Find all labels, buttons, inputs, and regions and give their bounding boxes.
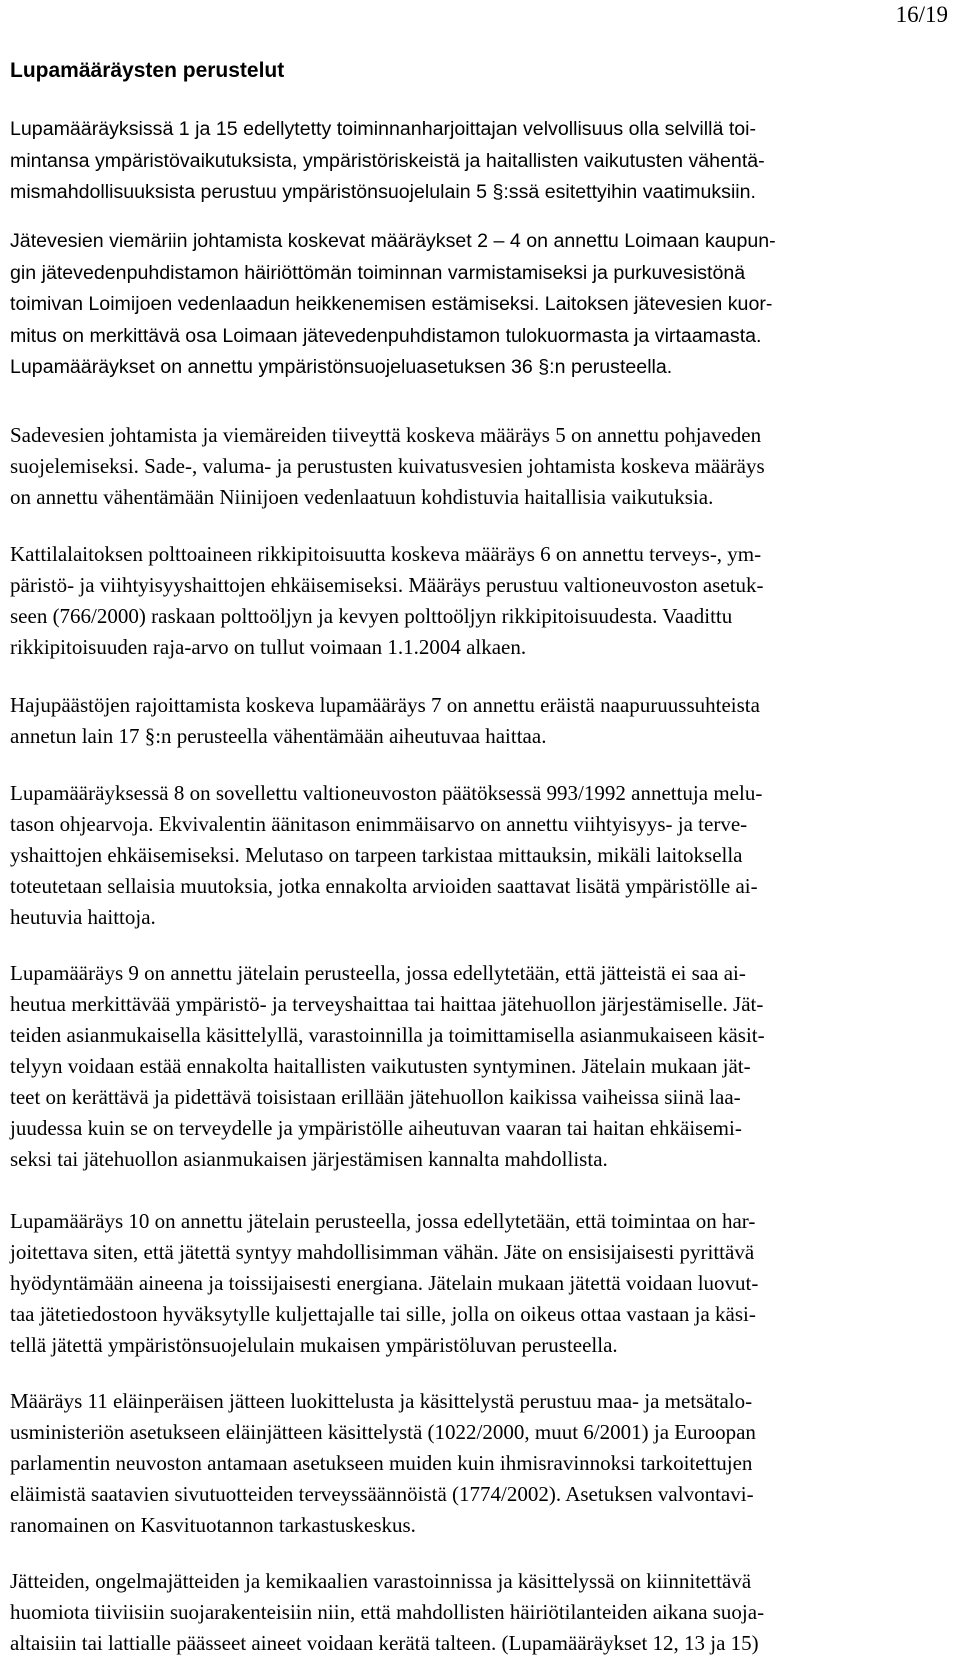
paragraph-4-line-3: seen (766/2000) raskaan polttoöljyn ja kevyen polttoöljyn rikkipitoisuudesta. Vaadittu: [10, 604, 733, 628]
paragraph-10-line-2: huomiota tiiviisiin suojarakenteisiin niin, että mahdollisten häiriötilanteiden aikana suoja-: [10, 1600, 765, 1624]
paragraph-1-line-1: Lupamääräyksissä 1 ja 15 edellytetty toiminnanharjoittajan velvollisuus olla selvillä toi-: [10, 118, 757, 140]
paragraph-7-line-7: seksi tai jätehuollon asianmukaisen järjestämisen kannalta mahdollista.: [10, 1147, 608, 1171]
paragraph-5: [10, 690, 760, 752]
paragraph-2-line-2: gin jätevedenpuhdistamon häiriöttömän toiminnan varmistamiseksi ja purkuvesistönä: [10, 261, 746, 284]
paragraph-9-line-3: parlamentin neuvoston antamaan asetukseen muiden kuin ihmisravinnoksi tarkoitettujen: [10, 1451, 753, 1475]
paragraph-5-line-2: annetun lain 17 §:n perusteella vähentämään aiheutuvaa haittaa.: [10, 724, 547, 748]
paragraph-4-line-4: rikkipitoisuuden raja-arvo on tullut voimaan 1.1.2004 alkaen.: [10, 635, 527, 659]
paragraph-10: [10, 1566, 764, 1659]
paragraph-9-line-5: ranomainen on Kasvituotannon tarkastuskeskus.: [10, 1513, 416, 1537]
paragraph-3-line-1: Sadevesien johtamista ja viemäreiden tiiveyttä koskeva määräys 5 on annettu pohjaveden: [10, 423, 762, 447]
paragraph-5-line-1: Hajupäästöjen rajoittamista koskeva lupamääräys 7 on annettu eräistä naapuruussuhteista: [10, 693, 760, 717]
paragraph-6-line-4: toteutetaan sellaisia muutoksia, jotka ennakolta arvioiden saattavat lisätä ympäristölle ai-: [10, 874, 758, 898]
paragraph-2-line-1: Jätevesien viemäriin johtamista koskevat määräykset 2 – 4 on annettu Loimaan kaupun-: [10, 230, 776, 252]
paragraph-9-line-2: usministeriön asetukseen eläinjätteen käsittelystä (1022/2000, muut 6/2001) ja Euroopan: [10, 1420, 756, 1444]
paragraph-7-line-4: telyyn voidaan estää ennakolta haitallisten vaikutusten syntyminen. Jätelain mukaan jät-: [10, 1054, 751, 1078]
paragraph-8-line-5: tellä jätettä ympäristönsuojelulain mukaisen ympäristöluvan perusteella.: [10, 1333, 618, 1357]
paragraph-4: [10, 539, 764, 663]
paragraph-8-line-1: Lupamääräys 10 on annettu jätelain perusteella, jossa edellytetään, että toimintaa on har-: [10, 1209, 756, 1233]
paragraph-3-line-2: suojelemiseksi. Sade-, valuma- ja perustusten kuivatusvesien johtamista koskeva määräys: [10, 454, 765, 478]
paragraph-4-line-1: Kattilalaitoksen polttoaineen rikkipitoisuutta koskeva määräys 6 on annettu terveys-, ym-: [10, 542, 762, 566]
paragraph-7-line-6: juudessa kuin se on terveydelle ja ympäristölle aiheutuvan vaaran tai haitan ehkäisemi-: [10, 1116, 742, 1140]
paragraph-1-line-3: mismahdollisuuksista perustuu ympäristönsuojelulain 5 §:ssä esitettyihin vaatimuksiin.: [10, 181, 756, 203]
paragraph-10-line-3: altaisiin tai lattialle päässeet aineet voidaan kerätä talteen. (Lupamääräykset 12, 13 ja 15): [10, 1631, 759, 1655]
paragraph-10-line-1: Jätteiden, ongelmajätteiden ja kemikaalien varastoinnissa ja käsittelyssä on kiinnitettävä: [10, 1569, 752, 1593]
section-heading: Lupamääräysten perustelut: [10, 59, 285, 82]
paragraph-9: [10, 1386, 756, 1541]
paragraph-6-line-1: Lupamääräyksessä 8 on sovellettu valtioneuvoston päätöksessä 993/1992 annettuja melu-: [10, 781, 763, 805]
paragraph-6-line-3: yshaittojen ehkäisemiseksi. Melutaso on tarpeen tarkistaa mittauksin, mikäli laitoksella: [10, 843, 743, 867]
paragraph-2-line-4: mitus on merkittävä osa Loimaan jätevedenpuhdistamon tulokuormasta ja virtaamasta.: [10, 324, 762, 347]
paragraph-2: [10, 226, 776, 384]
paragraph-8-line-4: taa jätetiedostoon hyväksytylle kuljettajalle tai sille, jolla on oikeus ottaa vastaan ja käsi-: [10, 1302, 756, 1326]
paragraph-3-line-3: on annettu vähentämään Niinijoen vedenlaatuun kohdistuvia haitallisia vaikutuksia.: [10, 485, 714, 509]
paragraph-7-line-2: heutua merkittävää ympäristö- ja terveyshaittaa tai haittaa jätehuollon järjestämiselle. Jät-: [10, 992, 764, 1016]
paragraph-6-line-2: tason ohjearvoja. Ekvivalentin äänitason enimmäisarvo on annettu viihtyisyys- ja terve-: [10, 812, 748, 836]
paragraph-3: [10, 420, 765, 513]
paragraph-4-line-2: päristö- ja viihtyisyyshaittojen ehkäisemiseksi. Määräys perustuu valtioneuvoston asetuk-: [10, 573, 764, 597]
paragraph-7-line-5: teet on kerättävä ja pidettävä toisistaan erillään jätehuollon kaikissa vaiheissa siinä laa-: [10, 1085, 741, 1109]
paragraph-1-line-2: mintansa ympäristövaikutuksista, ympäristöriskeistä ja haitallisten vaikutusten vähentä-: [10, 149, 765, 172]
paragraph-8: [10, 1206, 758, 1361]
paragraph-7: [10, 958, 765, 1175]
paragraph-6: [10, 778, 762, 933]
paragraph-2-line-3: toimivan Loimijoen vedenlaadun heikkenemisen estämiseksi. Laitoksen jätevesien kuor-: [10, 293, 773, 315]
paragraph-9-line-4: eläimistä saatavien sivutuotteiden terveyssäännöistä (1774/2002). Asetuksen valvontavi-: [10, 1482, 754, 1506]
paragraph-1: [10, 114, 765, 209]
paragraph-8-line-2: joitettava siten, että jätettä syntyy mahdollisimman vähän. Jäte on ensisijaisesti pyrittävä: [10, 1240, 755, 1264]
paragraph-7-line-1: Lupamääräys 9 on annettu jätelain perusteella, jossa edellytetään, että jätteistä ei saa ai-: [10, 961, 746, 985]
paragraph-8-line-3: hyödyntämään aineena ja toissijaisesti energiana. Jätelain mukaan jätettä voidaan luovut-: [10, 1271, 759, 1295]
page-number: 16/19: [895, 2, 948, 27]
paragraph-9-line-1: Määräys 11 eläinperäisen jätteen luokittelusta ja käsittelystä perustuu maa- ja metsätalo-: [10, 1389, 753, 1413]
paragraph-6-line-5: heutuvia haittoja.: [10, 905, 156, 929]
paragraph-7-line-3: teiden asianmukaisella käsittelyllä, varastoinnilla ja toimittamisella asianmukaiseen käsit-: [10, 1023, 765, 1047]
paragraph-2-line-5: Lupamääräykset on annettu ympäristönsuojeluasetuksen 36 §:n perusteella.: [10, 356, 673, 378]
